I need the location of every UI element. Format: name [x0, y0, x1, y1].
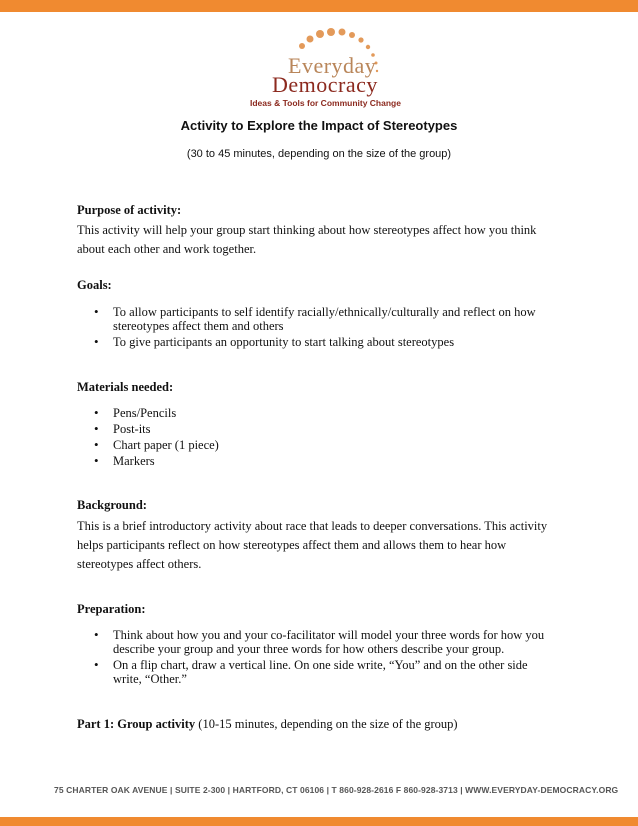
- list-item: • Chart paper (1 piece): [96, 438, 556, 452]
- everyday-democracy-logo: [250, 26, 401, 108]
- part1-heading: [77, 717, 458, 732]
- preparation-heading: Preparation:: [77, 602, 146, 616]
- materials-list: [96, 406, 556, 470]
- top-accent-bar: [0, 0, 638, 12]
- logo-word-democracy: Democracy: [272, 72, 378, 97]
- list-item: • On a flip chart, draw a vertical line. On one side write, “You” and on the other side write, “Other.”: [96, 658, 556, 686]
- goals-list: [96, 305, 556, 351]
- logo-word-everyday: Everyday: [288, 53, 377, 78]
- list-item: • Post-its: [96, 422, 556, 436]
- logo-tagline: Ideas & Tools for Community Change: [250, 98, 401, 108]
- part1-note: (10-15 minutes, depending on the size of the group): [198, 717, 458, 731]
- list-item: • Markers: [96, 454, 556, 468]
- background-heading: Background:: [77, 498, 147, 512]
- footer-contact: 75 CHARTER OAK AVENUE | SUITE 2-300 | HARTFORD, CT 06106 | T 860-928-2616 F 860-928-3713 | WWW.EVERYDAY-DEMOCRACY.ORG: [54, 785, 619, 795]
- list-item: • Think about how you and your co-facilitator will model your three words for how you describe your group and your three words for how others describe your group.: [96, 628, 556, 656]
- list-item: • To allow participants to self identify racially/ethnically/culturally and reflect on how stereotypes affect them and others: [96, 305, 556, 333]
- page-subtitle: (30 to 45 minutes, depending on the size of the group): [186, 148, 452, 160]
- page-title: Activity to Explore the Impact of Stereotypes: [180, 118, 458, 133]
- list-item: • Pens/Pencils: [96, 406, 556, 420]
- part1-label: Part 1: Group activity: [77, 717, 196, 731]
- materials-heading: Materials needed:: [77, 380, 174, 394]
- goals-heading: Goals:: [77, 278, 112, 292]
- list-item: • To give participants an opportunity to start talking about stereotypes: [96, 335, 556, 349]
- background-text: This is a brief introductory activity about race that leads to deeper conversations. This activity helps participants reflect on how stereotypes affect them and allows them to hear how stereotypes affect others.: [77, 519, 548, 571]
- preparation-list: [96, 628, 556, 688]
- bottom-accent-bar: [0, 817, 638, 826]
- purpose-heading: Purpose of activity:: [77, 203, 182, 217]
- purpose-text: This activity will help your group start thinking about how stereotypes affect how you think about each other and work together.: [77, 223, 537, 256]
